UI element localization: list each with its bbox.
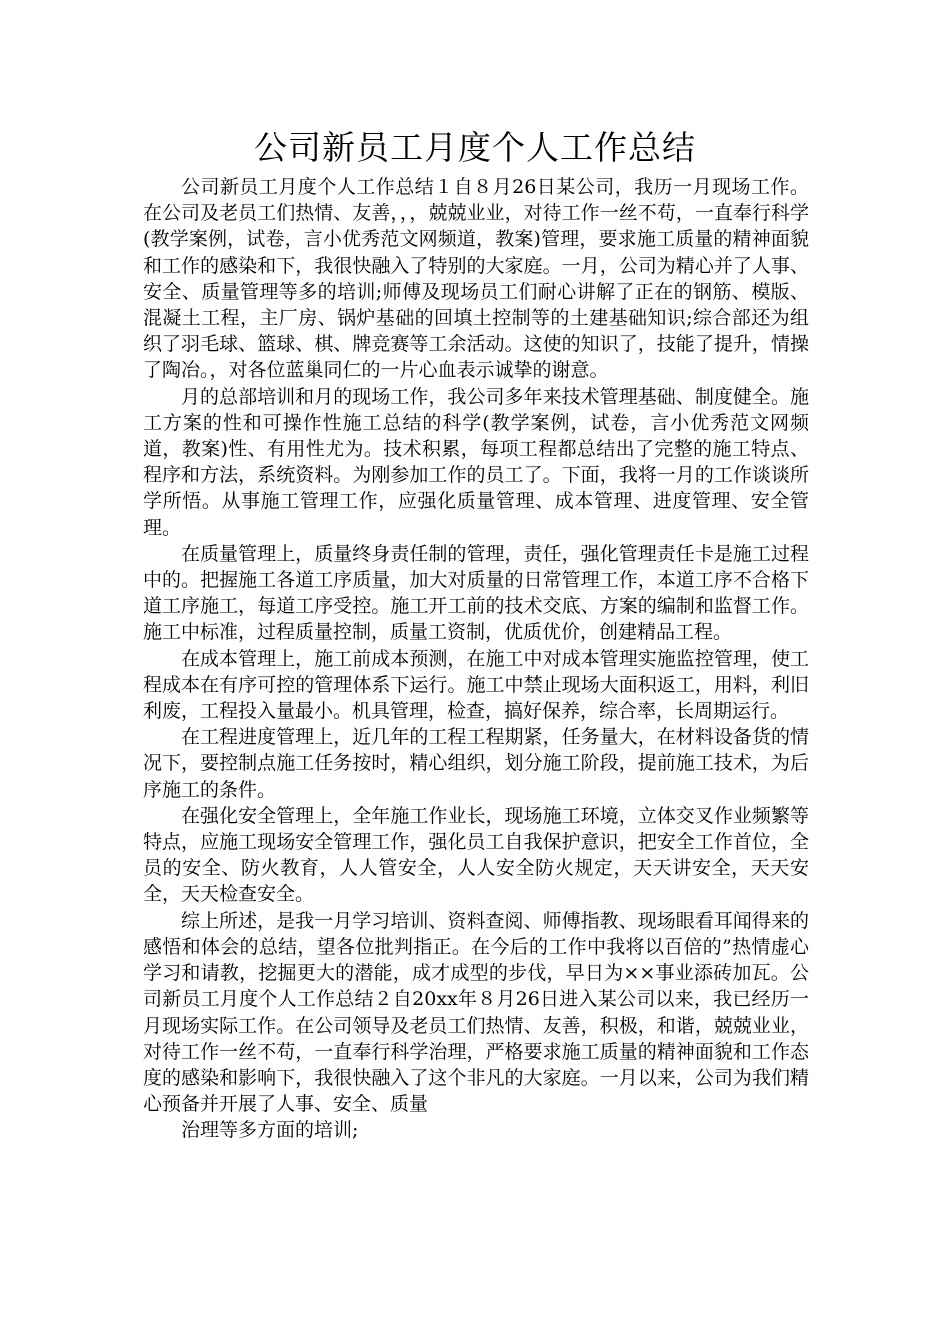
paragraph-4: 在成本管理上，施工前成本预测，在施工中对成本管理实施监控管理，使工程成本在有序可控的管理体系下运行。施工中禁止现场大面积返工，用料，利旧利废，工程投入量最小。机具管理，检查，搞好保养，综合率，长周期运行。 — [143, 647, 809, 723]
paragraph-5: 在工程进度管理上，近几年的工程工程期紧，任务量大，在材料设备货的情况下，要控制点施工任务按时，精心组织，划分施工阶段，提前施工技术，为后序施工的条件。 — [143, 726, 809, 801]
paragraph-2: 月的总部培训和月的现场工作，我公司多年来技术管理基础、制度健全。施工方案的性和可操作性施工总结的科学(教学案例，试卷，言小优秀范文网频道，教案)性、有用性尤为。技术积累，每项工程都总结出了完整的施工特点、程序和方法，系统资料。为刚参加工作的员工了。下面，我将一月的工作谈谈所学所悟。从事施工管理工作，应强化质量管理、成本管理、进度管理、安全管理。 — [143, 385, 809, 539]
document-body — [143, 174, 809, 1144]
paragraph-1: 公司新员工月度个人工作总结１自８月26日某公司，我历一月现场工作。在公司及老员工们热情、友善，，，兢兢业业，对待工作一丝不苟，一直奉行科学(教学案例，试卷，言小优秀范文网频道，教案)管理，要求施工质量的精神面貌和工作的感染和下，我很快融入了特别的大家庭。一月，公司为精心并了人事、安全、质量管理等多的培训;师傅及现场员工们耐心讲解了正在的钢筋、模版、混凝土工程，主厂房、锅炉基础的回填土控制等的土建基础知识;综合部还为组织了羽毛球、篮球、棋、牌竞赛等工余活动。这使的知识了，技能了提升，情操了陶冶。，对各位蓝巢同仁的一片心血表示诚挚的谢意。 — [143, 176, 809, 382]
paragraph-7: 综上所述，是我一月学习培训、资料查阅、师傅指教、现场眼看耳闻得来的感悟和体会的总结，望各位批判指正。在今后的工作中我将以百倍的”热情虚心学习和请教，挖掘更大的潜能，成才成型的步伐，早日为××事业添砖加瓦。公司新员工月度个人工作总结２自20xx年８月26日进入某公司以来，我已经历一月现场实际工作。在公司领导及老员工们热情、友善，积极，和谐，兢兢业业，对待工作一丝不苟，一直奉行科学治理，严格要求施工质量的精神面貌和工作态度的感染和影响下，我很快融入了这个非凡的大家庭。一月以来，公司为我们精心预备并开展了人事、安全、质量 — [143, 909, 809, 1116]
paragraph-3: 在质量管理上，质量终身责任制的管理，责任，强化管理责任卡是施工过程中的。把握施工各道工序质量，加大对质量的日常管理工作，本道工序不合格下道工序施工，每道工序受控。施工开工前的技术交底、方案的编制和监督工作。施工中标准，过程质量控制，质量工资制，优质优价，创建精品工程。 — [143, 542, 809, 644]
paragraph-6: 在强化安全管理上，全年施工作业长，现场施工环境，立体交叉作业频繁等特点，应施工现场安全管理工作，强化员工自我保护意识，把安全工作首位，全员的安全、防火教育，人人管安全，人人安全防火规定，天天讲安全，天天安全，天天检查安全。 — [143, 804, 809, 906]
paragraph-8: 治理等多方面的培训; — [181, 1119, 359, 1142]
document-title: 公司新员工月度个人工作总结 — [254, 128, 696, 167]
